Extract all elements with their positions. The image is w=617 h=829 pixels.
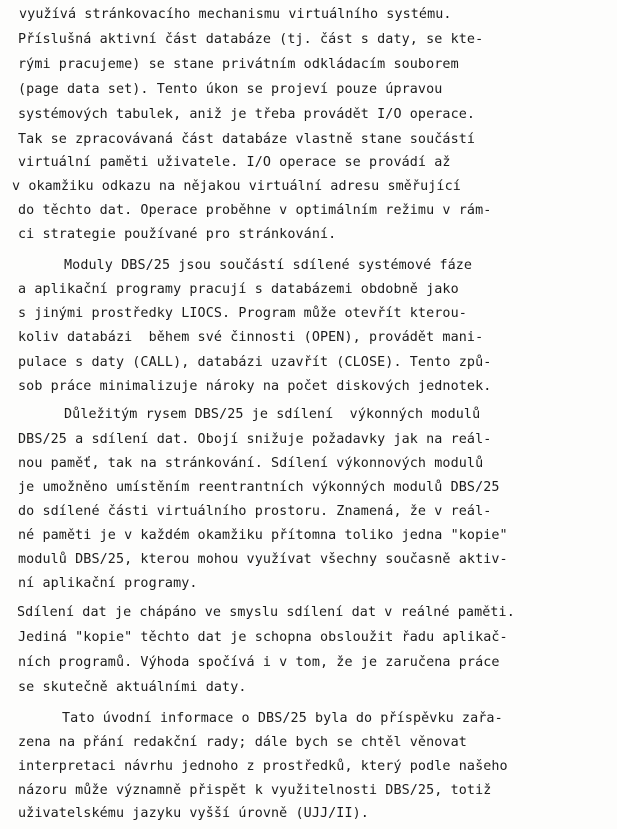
p1-line-8: v okamžiku odkazu na nějakou virtuální adresu směřující (12, 179, 461, 194)
p5-line-3: interpretaci návrhu jednoho z prostředků, který podle našeho (18, 759, 508, 774)
p3-line-3: nou paměť, tak na stránkování. Sdílení výkonnových modulů (18, 456, 484, 471)
p1-line-5: systémových tabulek, aniž je třeba provádět I/O operace. (18, 107, 476, 122)
p1-line-3: rými pracujeme) se stane privátním odkládacím souborem (18, 57, 459, 72)
p5-line-5: uživatelskému jazyku vyšší úrovně (UJJ/II). (18, 806, 369, 821)
p4-line-1: Sdílení dat je chápáno ve smyslu sdílení dat v reálné paměti. (17, 605, 515, 620)
p1-line-10: ci strategie používané pro stránkování. (18, 227, 337, 242)
p2-line-5: pulace s daty (CALL), databázi uzavřít (CLOSE). Tento způ- (18, 355, 492, 370)
p1-line-7: virtuální paměti uživatele. I/O operace se provádí až (18, 155, 451, 170)
p3-line-5: do sdílené části virtuálního prostoru. Znamená, že v reál- (18, 504, 492, 519)
p4-line-2: Jediná "kopie" těchto dat je schopna obsloužit řadu aplikač- (18, 630, 508, 645)
p2-line-6: sob práce minimalizuje nároky na počet diskových jednotek. (18, 379, 492, 394)
p2-line-1: Moduly DBS/25 jsou součástí sdílené systémové fáze (64, 258, 473, 273)
p2-line-2: a aplikační programy pracují s databázemi obdobně jako (18, 282, 459, 297)
p1-line-1: využívá stránkovacího mechanismu virtuálního systému. (19, 7, 452, 22)
p3-line-4: je umožněno umístěním reentrantních výkonných modulů DBS/25 (18, 480, 500, 495)
p3-line-6: né paměti je v každém okamžiku přítomna toliko jedna "kopie" (18, 528, 508, 543)
p4-line-4: se skutečně aktuálními daty. (18, 680, 247, 695)
p3-line-1: Důležitým rysem DBS/25 je sdílení výkonných modulů (64, 407, 481, 422)
p1-line-9: do těchto dat. Operace proběhne v optimálním režimu v rám- (18, 203, 492, 218)
p4-line-3: ních programů. Výhoda spočívá i v tom, že je zaručena práce (18, 655, 500, 670)
p2-line-3: s jinými prostředky LIOCS. Program může otevřít kterou- (18, 306, 467, 321)
p1-line-4: (page data set). Tento úkon se projeví pouze úpravou (18, 82, 443, 97)
p1-line-6: Tak se zpracovávaná část databáze vlastně stane součástí (18, 132, 476, 147)
p5-line-4: názoru může významně přispět k využitelnosti DBS/25, totiž (18, 783, 492, 798)
p3-line-7: modulů DBS/25, kterou mohou využívat všechny současně aktiv- (18, 552, 508, 567)
p2-line-4: koliv databázi během své činnosti (OPEN), provádět mani- (18, 330, 484, 345)
p5-line-2: zena na přání redakční rady; dále bych se chtěl věnovat (18, 735, 467, 750)
p3-line-8: ní aplikační programy. (18, 576, 198, 591)
p5-line-1: Tato úvodní informace o DBS/25 byla do příspěvku zařa- (62, 711, 503, 726)
p3-line-2: DBS/25 a sdílení dat. Obojí snižuje požadavky jak na reál- (18, 432, 492, 447)
p1-line-2: Příslušná aktivní část databáze (tj. část s daty, se kte- (18, 32, 484, 47)
